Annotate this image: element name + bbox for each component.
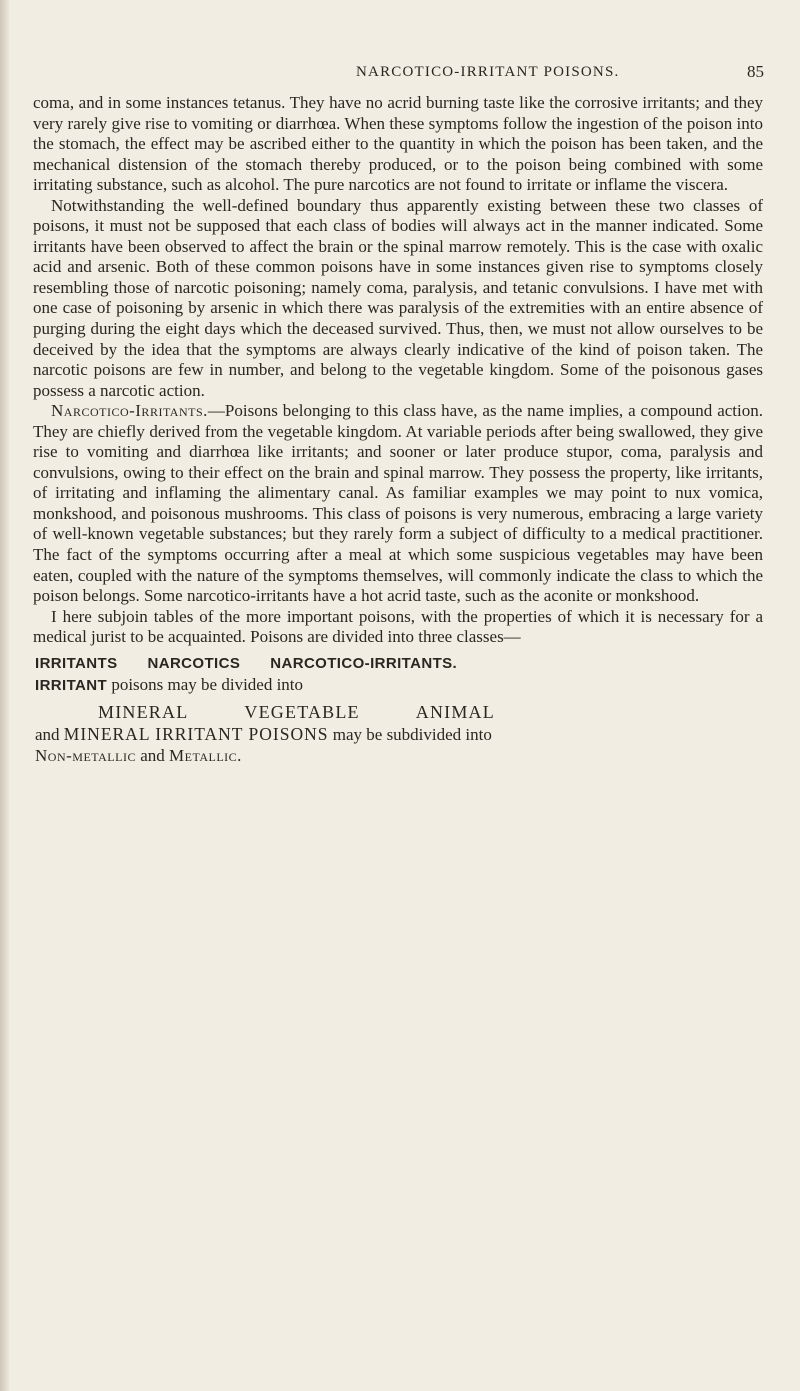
- page-binding-edge: [0, 0, 9, 1391]
- kingdom-vegetable: VEGETABLE: [244, 702, 360, 723]
- irritant-keyword: IRRITANT: [35, 676, 108, 694]
- kingdom-animal: ANIMAL: [415, 702, 495, 723]
- metallic-subdivision-line: [33, 745, 763, 766]
- mineral-subdivision-line: [33, 724, 763, 745]
- irritant-division-text: poisons may be divided into: [107, 674, 304, 694]
- non-metallic-label: Non-metallic: [35, 746, 136, 766]
- mineral-irritant-poisons: MINERAL IRRITANT POISONS: [63, 724, 329, 745]
- running-header: NARCOTICO-IRRITANT POISONS.: [356, 64, 620, 80]
- paragraph-1: coma, and in some instances tetanus. They have no acrid burning taste like the corrosive irritants; and they very rarely give rise to vomiting or diarrhœa. When these symptoms follow the ingestion of the poison into the stomach, the effect may be ascribed either to the quantity in which the poison has been taken, and the mechanical distension of the stomach thereby produced, or to the poison being combined with some irritating substance, such as alcohol. The pure narcotics are not found to irritate or inflame the viscera.: [33, 93, 763, 195]
- metallic-label: Metallic: [169, 746, 238, 766]
- paragraph-3-text: —Poisons belonging to this class have, as the name implies, a compound action. They are chiefly derived from the vegetable kingdom. At variable periods after being swallowed, they give rise to vomiting and diarrhœa like irritants; and sooner or later produce stupor, coma, paralysis and convulsions, owing to their effect on the brain and spinal marrow. They possess the property, like irritants, of irritating and inflaming the alimentary canal. As familiar examples we may point to nux vomica, monkshood, and poisonous mushrooms. This class of poisons is very numerous, embracing a large variety of well-known vegetable substances; but they rarely form a subject of difficulty to a medical practitioner. The fact of the symptoms occurring after a meal at which some suspicious vegetables may have been eaten, coupled with the nature of the symptoms themselves, will commonly indicate the class to which the poison belongs. Some narcotico-irritants have a hot acrid taste, such as the aconite or monkshood.: [33, 401, 763, 606]
- mineral-line-rest: may be subdivided into: [328, 725, 492, 745]
- paragraph-4: I here subjoin tables of the more important poisons, with the properties of which it is necessary for a medical jurist to be acquainted. Poisons are divided into three classes—: [33, 606, 763, 647]
- paragraph-3: [33, 401, 763, 606]
- paragraph-2: Notwithstanding the well-defined boundary thus apparently existing between these two classes of poisons, it must not be supposed that each class of bodies will always act in the manner indicated. Some irritants have been observed to affect the brain or the spinal marrow remotely. This is the case with oxalic acid and arsenic. Both of these common poisons have in some instances given rise to symptoms closely resembling those of narcotic poisoning; namely coma, paralysis, and tetanic convulsions. I have met with one case of poisoning by arsenic in which there was paralysis of the extremities with an entire absence of purging during the eight days which the deceased survived. Thus, then, we must not allow ourselves to be deceived by the idea that the symptoms are always clearly indicative of the kind of poison taken. The narcotic poisons are few in number, and belong to the vegetable kingdom. Some of the poisonous gases possess a narcotic action.: [33, 195, 763, 400]
- class-narcotico-irritants: NARCOTICO-IRRITANTS.: [270, 654, 458, 672]
- mineral-line-prefix: and: [35, 725, 64, 745]
- irritant-division-line: [33, 675, 763, 697]
- page-body: [33, 93, 763, 766]
- subdivision-end: .: [237, 746, 242, 766]
- subdivision-and: and: [135, 746, 170, 766]
- kingdoms-row: [33, 700, 763, 724]
- class-narcotics: NARCOTICS: [147, 654, 241, 672]
- section-heading-narcotico-irritants: Narcotico-Irritants.: [51, 401, 208, 421]
- kingdom-mineral: MINERAL: [98, 702, 189, 723]
- class-irritants: IRRITANTS: [35, 654, 118, 672]
- page-number: 85: [747, 62, 764, 81]
- poison-classes-row: [33, 652, 763, 675]
